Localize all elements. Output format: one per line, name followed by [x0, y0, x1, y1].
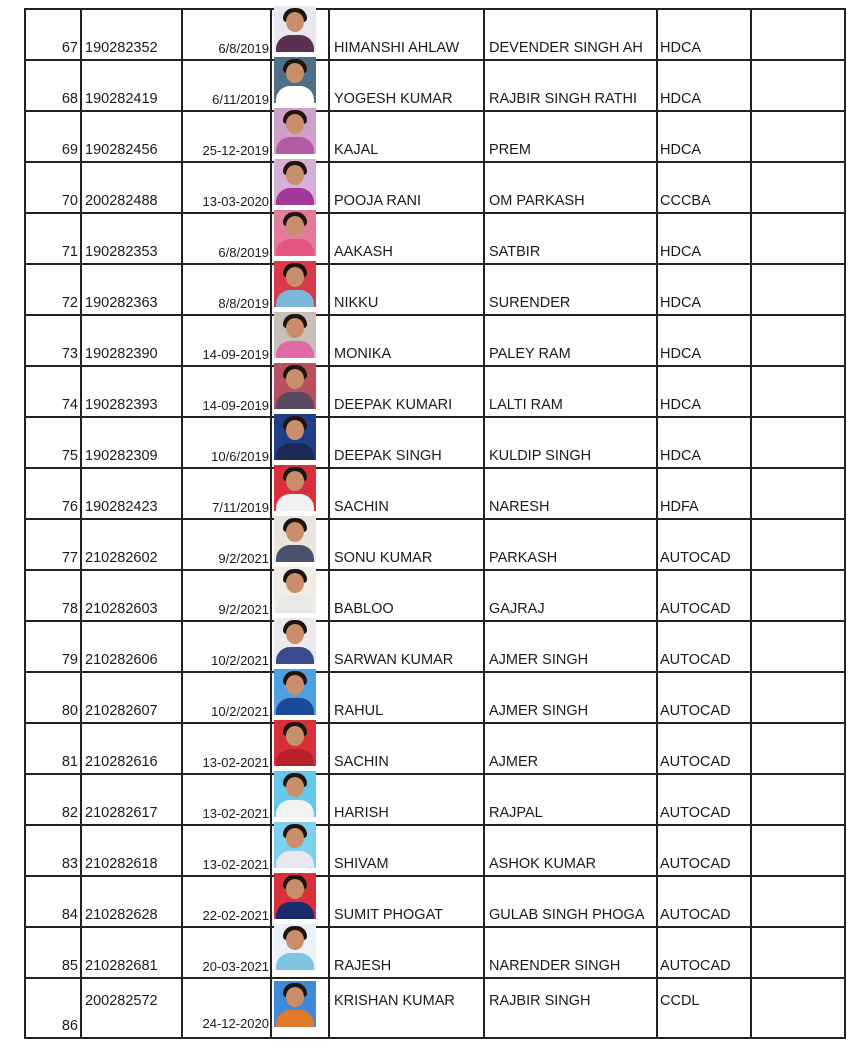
registration-number-cell: 210282617	[81, 774, 182, 825]
registration-number-cell: 210282606	[81, 621, 182, 672]
father-name-cell: ASHOK KUMAR	[484, 825, 657, 876]
student-photo	[274, 261, 316, 307]
remarks-cell	[751, 315, 845, 366]
remarks-cell	[751, 468, 845, 519]
course-cell: CCCBA	[657, 162, 751, 213]
student-photo	[274, 720, 316, 766]
father-name-cell: KULDIP SINGH	[484, 417, 657, 468]
student-photo	[274, 363, 316, 409]
course-cell: AUTOCAD	[657, 672, 751, 723]
course-cell: AUTOCAD	[657, 570, 751, 621]
serial-number-cell: 69	[25, 111, 81, 162]
admission-date-cell: 22-02-2021	[182, 876, 271, 927]
admission-date-cell: 10/2/2021	[182, 672, 271, 723]
course-cell: HDCA	[657, 366, 751, 417]
remarks-cell	[751, 9, 845, 60]
photo-cell	[271, 774, 329, 825]
course-cell: HDCA	[657, 60, 751, 111]
student-name-cell: SUMIT PHOGAT	[329, 876, 484, 927]
registration-number-cell: 210282618	[81, 825, 182, 876]
course-cell: AUTOCAD	[657, 774, 751, 825]
remarks-cell	[751, 825, 845, 876]
course-cell: AUTOCAD	[657, 876, 751, 927]
course-cell: AUTOCAD	[657, 825, 751, 876]
remarks-cell	[751, 774, 845, 825]
student-photo	[274, 465, 316, 511]
photo-cell	[271, 876, 329, 927]
remarks-cell	[751, 876, 845, 927]
student-register-sheet	[24, 8, 846, 1039]
student-name-cell: RAHUL	[329, 672, 484, 723]
course-cell: AUTOCAD	[657, 927, 751, 978]
serial-number-cell: 84	[25, 876, 81, 927]
admission-date-cell: 7/11/2019	[182, 468, 271, 519]
student-name-cell: YOGESH KUMAR	[329, 60, 484, 111]
registration-number-cell: 210282616	[81, 723, 182, 774]
photo-cell	[271, 927, 329, 978]
student-photo	[274, 771, 316, 817]
registration-number-cell: 190282353	[81, 213, 182, 264]
photo-cell	[271, 315, 329, 366]
table-row	[25, 111, 845, 162]
course-cell: AUTOCAD	[657, 621, 751, 672]
course-cell: AUTOCAD	[657, 519, 751, 570]
table-row	[25, 672, 845, 723]
serial-number-cell: 79	[25, 621, 81, 672]
photo-cell	[271, 723, 329, 774]
serial-number-cell: 83	[25, 825, 81, 876]
student-name-cell: AAKASH	[329, 213, 484, 264]
photo-cell	[271, 468, 329, 519]
father-name-cell: AJMER SINGH	[484, 621, 657, 672]
photo-cell	[271, 264, 329, 315]
father-name-cell: GULAB SINGH PHOGA	[484, 876, 657, 927]
father-name-cell: NARESH	[484, 468, 657, 519]
registration-number-cell: 190282390	[81, 315, 182, 366]
table-row	[25, 723, 845, 774]
serial-number-cell: 74	[25, 366, 81, 417]
table-row	[25, 162, 845, 213]
student-photo	[274, 924, 316, 970]
admission-date-cell: 14-09-2019	[182, 366, 271, 417]
serial-number-cell: 67	[25, 9, 81, 60]
admission-date-cell: 9/2/2021	[182, 519, 271, 570]
table-row	[25, 60, 845, 111]
registration-number-cell: 210282607	[81, 672, 182, 723]
student-name-cell: SACHIN	[329, 723, 484, 774]
remarks-cell	[751, 417, 845, 468]
photo-cell	[271, 111, 329, 162]
student-name-cell: SACHIN	[329, 468, 484, 519]
table-row	[25, 621, 845, 672]
table-row	[25, 264, 845, 315]
student-name-cell: MONIKA	[329, 315, 484, 366]
registration-number-cell: 210282681	[81, 927, 182, 978]
admission-date-cell: 8/8/2019	[182, 264, 271, 315]
course-cell: HDCA	[657, 417, 751, 468]
student-name-cell: KRISHAN KUMAR	[329, 978, 484, 1038]
student-photo	[274, 873, 316, 919]
course-cell: HDCA	[657, 9, 751, 60]
course-cell: CCDL	[657, 978, 751, 1038]
serial-number-cell: 80	[25, 672, 81, 723]
student-photo	[274, 516, 316, 562]
registration-number-cell: 210282603	[81, 570, 182, 621]
student-photo	[274, 414, 316, 460]
admission-date-cell: 13-03-2020	[182, 162, 271, 213]
father-name-cell: RAJBIR SINGH RATHI	[484, 60, 657, 111]
table-row	[25, 825, 845, 876]
father-name-cell: PARKASH	[484, 519, 657, 570]
registration-number-cell: 190282393	[81, 366, 182, 417]
registration-number-cell: 200282572	[81, 978, 182, 1038]
serial-number-cell: 73	[25, 315, 81, 366]
registration-number-cell: 190282363	[81, 264, 182, 315]
admission-date-cell: 9/2/2021	[182, 570, 271, 621]
registration-number-cell: 210282628	[81, 876, 182, 927]
student-photo	[274, 822, 316, 868]
serial-number-cell: 82	[25, 774, 81, 825]
table-row	[25, 876, 845, 927]
father-name-cell: DEVENDER SINGH AH	[484, 9, 657, 60]
photo-cell	[271, 417, 329, 468]
remarks-cell	[751, 519, 845, 570]
admission-date-cell: 13-02-2021	[182, 774, 271, 825]
student-name-cell: HIMANSHI AHLAW	[329, 9, 484, 60]
admission-date-cell: 14-09-2019	[182, 315, 271, 366]
table-row	[25, 927, 845, 978]
remarks-cell	[751, 570, 845, 621]
serial-number-cell: 75	[25, 417, 81, 468]
table-row	[25, 978, 845, 1038]
photo-cell	[271, 60, 329, 111]
registration-number-cell: 190282419	[81, 60, 182, 111]
student-photo	[274, 108, 316, 154]
admission-date-cell: 6/11/2019	[182, 60, 271, 111]
remarks-cell	[751, 60, 845, 111]
student-name-cell: HARISH	[329, 774, 484, 825]
student-photo	[274, 57, 316, 103]
student-photo	[274, 618, 316, 664]
course-cell: HDCA	[657, 111, 751, 162]
table-row	[25, 570, 845, 621]
course-cell: HDCA	[657, 315, 751, 366]
course-cell: HDCA	[657, 213, 751, 264]
table-row	[25, 213, 845, 264]
father-name-cell: OM PARKASH	[484, 162, 657, 213]
student-photo	[274, 6, 316, 52]
student-name-cell: SONU KUMAR	[329, 519, 484, 570]
father-name-cell: RAJBIR SINGH	[484, 978, 657, 1038]
father-name-cell: NARENDER SINGH	[484, 927, 657, 978]
student-photo	[274, 159, 316, 205]
father-name-cell: GAJRAJ	[484, 570, 657, 621]
remarks-cell	[751, 672, 845, 723]
photo-cell	[271, 672, 329, 723]
table-row	[25, 774, 845, 825]
student-name-cell: DEEPAK SINGH	[329, 417, 484, 468]
admission-date-cell: 6/8/2019	[182, 213, 271, 264]
admission-date-cell: 13-02-2021	[182, 723, 271, 774]
father-name-cell: PALEY RAM	[484, 315, 657, 366]
table-row	[25, 519, 845, 570]
serial-number-cell: 76	[25, 468, 81, 519]
photo-cell	[271, 570, 329, 621]
course-cell: AUTOCAD	[657, 723, 751, 774]
photo-cell	[271, 621, 329, 672]
serial-number-cell: 68	[25, 60, 81, 111]
remarks-cell	[751, 621, 845, 672]
admission-date-cell: 10/6/2019	[182, 417, 271, 468]
serial-number-cell: 70	[25, 162, 81, 213]
table-body	[25, 9, 845, 1038]
course-cell: HDCA	[657, 264, 751, 315]
father-name-cell: SATBIR	[484, 213, 657, 264]
student-name-cell: NIKKU	[329, 264, 484, 315]
student-photo	[274, 567, 316, 613]
serial-number-cell: 72	[25, 264, 81, 315]
remarks-cell	[751, 264, 845, 315]
remarks-cell	[751, 927, 845, 978]
photo-cell	[271, 9, 329, 60]
photo-cell	[271, 825, 329, 876]
table-row	[25, 315, 845, 366]
photo-cell	[271, 978, 329, 1038]
father-name-cell: SURENDER	[484, 264, 657, 315]
student-register-table	[24, 8, 846, 1039]
remarks-cell	[751, 111, 845, 162]
table-row	[25, 9, 845, 60]
serial-number-cell: 86	[25, 978, 81, 1038]
serial-number-cell: 81	[25, 723, 81, 774]
student-name-cell: DEEPAK KUMARI	[329, 366, 484, 417]
registration-number-cell: 190282309	[81, 417, 182, 468]
student-name-cell: POOJA RANI	[329, 162, 484, 213]
student-photo	[274, 210, 316, 256]
photo-cell	[271, 162, 329, 213]
serial-number-cell: 85	[25, 927, 81, 978]
table-row	[25, 366, 845, 417]
photo-cell	[271, 519, 329, 570]
admission-date-cell: 6/8/2019	[182, 9, 271, 60]
registration-number-cell: 190282423	[81, 468, 182, 519]
admission-date-cell: 13-02-2021	[182, 825, 271, 876]
registration-number-cell: 190282352	[81, 9, 182, 60]
student-name-cell: RAJESH	[329, 927, 484, 978]
father-name-cell: PREM	[484, 111, 657, 162]
photo-cell	[271, 366, 329, 417]
remarks-cell	[751, 366, 845, 417]
student-name-cell: BABLOO	[329, 570, 484, 621]
student-name-cell: SHIVAM	[329, 825, 484, 876]
father-name-cell: AJMER	[484, 723, 657, 774]
student-photo	[274, 312, 316, 358]
registration-number-cell: 210282602	[81, 519, 182, 570]
registration-number-cell: 200282488	[81, 162, 182, 213]
admission-date-cell: 10/2/2021	[182, 621, 271, 672]
father-name-cell: LALTI RAM	[484, 366, 657, 417]
table-row	[25, 468, 845, 519]
remarks-cell	[751, 162, 845, 213]
serial-number-cell: 77	[25, 519, 81, 570]
father-name-cell: AJMER SINGH	[484, 672, 657, 723]
remarks-cell	[751, 723, 845, 774]
student-photo	[274, 669, 316, 715]
remarks-cell	[751, 978, 845, 1038]
admission-date-cell: 25-12-2019	[182, 111, 271, 162]
remarks-cell	[751, 213, 845, 264]
student-photo	[274, 981, 316, 1027]
student-name-cell: KAJAL	[329, 111, 484, 162]
photo-cell	[271, 213, 329, 264]
father-name-cell: RAJPAL	[484, 774, 657, 825]
admission-date-cell: 24-12-2020	[182, 978, 271, 1038]
course-cell: HDFA	[657, 468, 751, 519]
registration-number-cell: 190282456	[81, 111, 182, 162]
serial-number-cell: 71	[25, 213, 81, 264]
admission-date-cell: 20-03-2021	[182, 927, 271, 978]
serial-number-cell: 78	[25, 570, 81, 621]
student-name-cell: SARWAN KUMAR	[329, 621, 484, 672]
table-row	[25, 417, 845, 468]
